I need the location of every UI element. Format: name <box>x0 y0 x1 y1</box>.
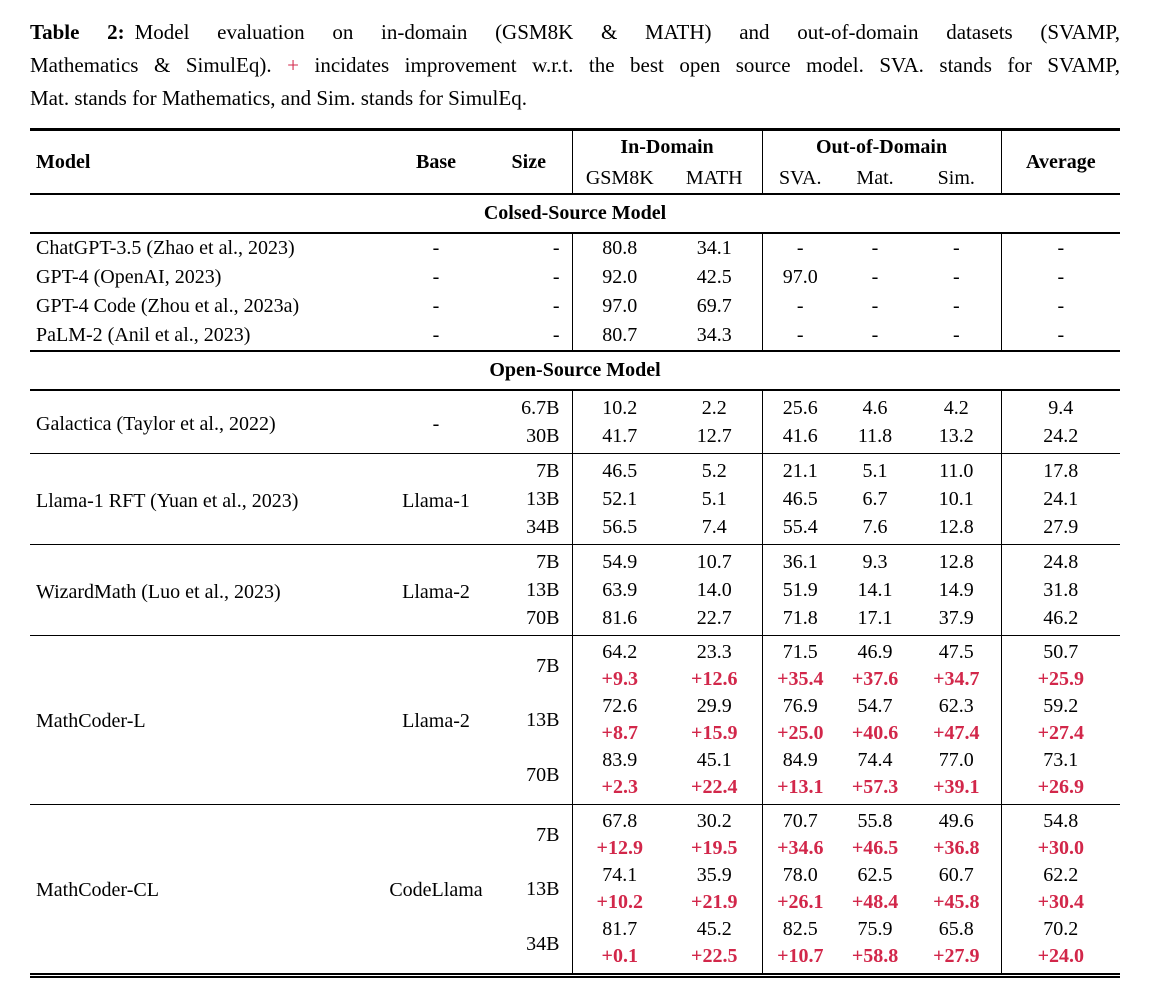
caption-line-2 <box>30 49 1120 82</box>
score-cell-average: 24.2 <box>1043 425 1079 447</box>
model-group <box>30 545 1120 636</box>
col-header-average: Average <box>1025 150 1096 173</box>
caption-text-1: Model evaluation on in-domain (GSM8K & MATH) and out-of-domain datasets (SVAMP, <box>134 20 1120 44</box>
score-cell-gsm8k: 81.6 <box>602 607 638 629</box>
size-cell: 13B <box>486 693 572 747</box>
caption-label: Table 2: <box>30 20 125 44</box>
col-header-model: Model <box>36 150 91 173</box>
size-cell: 70B <box>486 747 572 805</box>
base-cell: - <box>432 324 440 346</box>
size-cell: 34B <box>486 513 572 545</box>
score-cell-sva: 21.1 <box>782 460 818 482</box>
score-cell-gsm8k: 92.0 <box>602 266 638 288</box>
score-cell-average: - <box>1057 237 1065 259</box>
score-cell-mat: 7.6 <box>862 516 888 538</box>
base-cell: - <box>432 237 440 259</box>
score-cell-mat: 55.8 <box>857 810 893 832</box>
model-group <box>30 805 1120 976</box>
score-cell-sva: 46.5 <box>782 488 818 510</box>
model-name-cell: MathCoder-CL <box>36 879 159 901</box>
delta-cell-mat: +40.6 <box>851 722 899 744</box>
score-cell-mat: 17.1 <box>857 607 893 629</box>
score-cell-math: 35.9 <box>667 862 762 889</box>
model-group <box>30 233 1120 263</box>
size-cell: 7B <box>486 805 572 863</box>
score-cell-sim: 62.3 <box>912 693 1001 720</box>
size-cell: - <box>486 321 572 351</box>
score-cell-gsm8k: 80.7 <box>602 324 638 346</box>
model-name-cell: Galactica (Taylor et al., 2022) <box>36 412 276 435</box>
score-cell-mat: 74.4 <box>857 749 893 771</box>
size-cell: - <box>486 233 572 263</box>
score-cell-math: 45.1 <box>667 747 762 774</box>
score-cell-math: 5.2 <box>667 454 762 486</box>
score-cell-math: 2.2 <box>667 390 762 422</box>
delta-cell-average: +25.9 <box>1037 668 1084 690</box>
score-cell-sim: 47.5 <box>912 636 1001 667</box>
data-row <box>30 233 1120 263</box>
section-title: Open-Source Model <box>489 359 661 381</box>
delta-cell-gsm8k: +10.2 <box>596 891 643 913</box>
score-cell-sva: 76.9 <box>782 695 818 717</box>
delta-cell-math: +21.9 <box>667 889 762 916</box>
score-cell-sva: 51.9 <box>782 579 818 601</box>
score-cell-sim: 12.8 <box>912 513 1001 545</box>
delta-cell-sva: +10.7 <box>777 945 824 967</box>
caption-text-2a: Mathematics & SimulEq). <box>30 53 272 77</box>
score-cell-average: 59.2 <box>1043 695 1079 717</box>
delta-cell-sim: +27.9 <box>912 943 1001 976</box>
delta-cell-sva: +34.6 <box>777 837 824 859</box>
score-cell-sva: 25.6 <box>782 397 818 419</box>
score-cell-gsm8k: 64.2 <box>602 641 638 663</box>
size-cell: - <box>486 292 572 321</box>
delta-cell-sim: +47.4 <box>912 720 1001 747</box>
score-cell-gsm8k: 80.8 <box>602 237 638 259</box>
score-cell-average: 70.2 <box>1043 918 1079 940</box>
score-cell-math: 45.2 <box>667 916 762 943</box>
score-cell-average: 31.8 <box>1043 579 1079 601</box>
score-cell-gsm8k: 67.8 <box>602 810 638 832</box>
score-cell-mat: 14.1 <box>857 579 893 601</box>
col-header-sim: Sim. <box>912 164 1001 194</box>
base-cell: - <box>432 295 440 317</box>
caption-line-1 <box>30 16 1120 49</box>
section-head <box>30 194 1120 233</box>
col-header-sva: SVA. <box>779 167 822 189</box>
score-cell-gsm8k: 41.7 <box>602 425 638 447</box>
score-cell-sva: - <box>796 295 804 317</box>
size-cell: 6.7B <box>486 390 572 422</box>
size-cell: 34B <box>486 916 572 976</box>
score-cell-math: 22.7 <box>667 604 762 636</box>
delta-cell-mat: +46.5 <box>851 837 899 859</box>
score-cell-sim: - <box>912 233 1001 263</box>
data-row <box>30 292 1120 321</box>
score-cell-sim: 77.0 <box>912 747 1001 774</box>
model-name-cell: WizardMath (Luo et al., 2023) <box>36 580 281 603</box>
header-row-1 <box>30 130 1120 165</box>
delta-cell-mat: +37.6 <box>851 668 899 690</box>
size-cell: 7B <box>486 545 572 577</box>
score-cell-mat: 6.7 <box>862 488 888 510</box>
section-title: Colsed-Source Model <box>483 202 667 224</box>
model-group <box>30 390 1120 454</box>
data-row <box>30 454 1120 486</box>
base-cell: CodeLlama <box>389 879 483 901</box>
score-cell-gsm8k: 83.9 <box>602 749 638 771</box>
score-cell-gsm8k: 74.1 <box>602 864 638 886</box>
score-cell-sim: 13.2 <box>912 422 1001 454</box>
score-cell-sva: 97.0 <box>782 266 818 288</box>
delta-cell-math: +22.5 <box>667 943 762 976</box>
score-cell-average: - <box>1057 324 1065 346</box>
score-cell-average: 24.8 <box>1043 551 1079 573</box>
score-cell-gsm8k: 97.0 <box>602 295 638 317</box>
delta-cell-mat: +48.4 <box>851 891 899 913</box>
score-cell-math: 34.3 <box>667 321 762 351</box>
score-cell-average: 27.9 <box>1043 516 1079 538</box>
score-cell-math: 14.0 <box>667 576 762 604</box>
delta-cell-math: +22.4 <box>667 774 762 805</box>
col-header-mat: Mat. <box>856 167 894 189</box>
delta-cell-math: +12.6 <box>667 666 762 693</box>
delta-cell-math: +15.9 <box>667 720 762 747</box>
score-cell-math: 12.7 <box>667 422 762 454</box>
score-cell-sva: 84.9 <box>782 749 818 771</box>
score-cell-sva: 70.7 <box>782 810 818 832</box>
score-cell-sva: - <box>796 324 804 346</box>
data-row <box>30 805 1120 836</box>
col-header-math: MATH <box>667 164 762 194</box>
score-cell-average: 62.2 <box>1043 864 1079 886</box>
size-cell: 13B <box>486 862 572 916</box>
data-row <box>30 390 1120 422</box>
score-cell-sva: 71.5 <box>782 641 818 663</box>
score-cell-mat: - <box>871 237 879 259</box>
score-cell-average: 24.1 <box>1043 488 1079 510</box>
delta-cell-math: +19.5 <box>667 835 762 862</box>
delta-cell-gsm8k: +8.7 <box>601 722 638 744</box>
score-cell-mat: 54.7 <box>857 695 893 717</box>
score-cell-math: 30.2 <box>667 805 762 836</box>
score-cell-sva: 55.4 <box>782 516 818 538</box>
score-cell-gsm8k: 56.5 <box>602 516 638 538</box>
score-cell-math: 29.9 <box>667 693 762 720</box>
col-header-size: Size <box>486 130 572 195</box>
section-row <box>30 351 1120 390</box>
delta-cell-mat: +57.3 <box>851 776 899 798</box>
score-cell-mat: - <box>871 295 879 317</box>
size-cell: 13B <box>486 485 572 513</box>
score-cell-mat: 11.8 <box>857 425 893 447</box>
section-row <box>30 194 1120 233</box>
score-cell-sim: 60.7 <box>912 862 1001 889</box>
score-cell-sim: 11.0 <box>912 454 1001 486</box>
model-group <box>30 636 1120 805</box>
delta-cell-sva: +25.0 <box>777 722 824 744</box>
col-header-out-of-domain: Out-of-Domain <box>762 130 1001 165</box>
score-cell-gsm8k: 63.9 <box>602 579 638 601</box>
score-cell-math: 7.4 <box>667 513 762 545</box>
score-cell-mat: 4.6 <box>862 397 888 419</box>
delta-cell-sva: +35.4 <box>777 668 824 690</box>
score-cell-sim: - <box>912 263 1001 292</box>
col-header-gsm8k: GSM8K <box>585 167 654 189</box>
score-cell-math: 42.5 <box>667 263 762 292</box>
base-cell: Llama-1 <box>402 489 470 512</box>
size-cell: - <box>486 263 572 292</box>
data-row <box>30 636 1120 667</box>
score-cell-mat: - <box>871 324 879 346</box>
score-cell-mat: - <box>871 266 879 288</box>
model-name-cell: PaLM-2 (Anil et al., 2023) <box>36 324 251 346</box>
score-cell-average: 73.1 <box>1043 749 1079 771</box>
model-group <box>30 292 1120 321</box>
caption-plus-marker: + <box>287 53 299 77</box>
caption-text-2b: incidates improvement w.r.t. the best open source model. SVA. stands for SVAMP, <box>314 53 1121 77</box>
score-cell-math: 69.7 <box>667 292 762 321</box>
score-cell-mat: 46.9 <box>857 641 893 663</box>
delta-cell-sva: +26.1 <box>777 891 824 913</box>
score-cell-sva: 82.5 <box>782 918 818 940</box>
caption-text-3: Mat. stands for Mathematics, and Sim. stands for SimulEq. <box>30 86 527 110</box>
delta-cell-gsm8k: +2.3 <box>601 776 638 798</box>
score-cell-sim: - <box>912 321 1001 351</box>
score-cell-mat: 9.3 <box>862 551 888 573</box>
delta-cell-gsm8k: +0.1 <box>601 945 638 967</box>
col-header-base: Base <box>416 150 456 173</box>
model-name-cell: GPT-4 (OpenAI, 2023) <box>36 266 222 288</box>
model-name-cell: ChatGPT-3.5 (Zhao et al., 2023) <box>36 237 295 259</box>
base-cell: - <box>432 412 440 435</box>
score-cell-sim: 10.1 <box>912 485 1001 513</box>
score-cell-sim: 65.8 <box>912 916 1001 943</box>
section-head <box>30 351 1120 390</box>
score-cell-math: 5.1 <box>667 485 762 513</box>
delta-cell-average: +30.4 <box>1037 891 1084 913</box>
delta-cell-average: +24.0 <box>1037 945 1084 967</box>
col-header-in-domain: In-Domain <box>572 130 762 165</box>
delta-cell-sim: +39.1 <box>912 774 1001 805</box>
score-cell-gsm8k: 72.6 <box>602 695 638 717</box>
delta-cell-average: +27.4 <box>1037 722 1084 744</box>
score-cell-sva: - <box>796 237 804 259</box>
score-cell-gsm8k: 54.9 <box>602 551 638 573</box>
data-row <box>30 263 1120 292</box>
score-cell-gsm8k: 10.2 <box>602 397 638 419</box>
score-cell-math: 10.7 <box>667 545 762 577</box>
score-cell-average: 46.2 <box>1043 607 1079 629</box>
caption-line-3 <box>30 82 1120 115</box>
table-caption <box>30 16 1120 115</box>
model-name-cell: Llama-1 RFT (Yuan et al., 2023) <box>36 489 299 512</box>
delta-cell-sim: +45.8 <box>912 889 1001 916</box>
score-cell-average: - <box>1057 266 1065 288</box>
score-cell-math: 23.3 <box>667 636 762 667</box>
score-cell-sim: 12.8 <box>912 545 1001 577</box>
score-cell-sim: - <box>912 292 1001 321</box>
score-cell-sva: 41.6 <box>782 425 818 447</box>
base-cell: Llama-2 <box>402 710 470 732</box>
model-name-cell: GPT-4 Code (Zhou et al., 2023a) <box>36 295 300 317</box>
data-row <box>30 321 1120 351</box>
delta-cell-sim: +34.7 <box>912 666 1001 693</box>
size-cell: 7B <box>486 636 572 694</box>
model-group <box>30 263 1120 292</box>
score-cell-gsm8k: 52.1 <box>602 488 638 510</box>
delta-cell-gsm8k: +9.3 <box>601 668 638 690</box>
score-cell-gsm8k: 81.7 <box>602 918 638 940</box>
score-cell-mat: 5.1 <box>862 460 888 482</box>
score-cell-sva: 71.8 <box>782 607 818 629</box>
base-cell: Llama-2 <box>402 580 470 603</box>
score-cell-average: 54.8 <box>1043 810 1079 832</box>
delta-cell-average: +26.9 <box>1037 776 1084 798</box>
base-cell: - <box>432 266 440 288</box>
score-cell-sva: 36.1 <box>782 551 818 573</box>
delta-cell-sim: +36.8 <box>912 835 1001 862</box>
size-cell: 13B <box>486 576 572 604</box>
score-cell-average: 50.7 <box>1043 641 1079 663</box>
model-group <box>30 321 1120 351</box>
score-cell-average: - <box>1057 295 1065 317</box>
size-cell: 30B <box>486 422 572 454</box>
model-name-cell: MathCoder-L <box>36 710 146 732</box>
score-cell-sva: 78.0 <box>782 864 818 886</box>
data-row <box>30 545 1120 577</box>
results-table <box>30 128 1120 978</box>
score-cell-sim: 49.6 <box>912 805 1001 836</box>
score-cell-sim: 14.9 <box>912 576 1001 604</box>
score-cell-math: 34.1 <box>667 233 762 263</box>
score-cell-average: 17.8 <box>1043 460 1079 482</box>
delta-cell-mat: +58.8 <box>851 945 899 967</box>
delta-cell-gsm8k: +12.9 <box>596 837 643 859</box>
size-cell: 7B <box>486 454 572 486</box>
model-group <box>30 454 1120 545</box>
score-cell-gsm8k: 46.5 <box>602 460 638 482</box>
score-cell-sim: 37.9 <box>912 604 1001 636</box>
score-cell-sim: 4.2 <box>912 390 1001 422</box>
size-cell: 70B <box>486 604 572 636</box>
delta-cell-average: +30.0 <box>1037 837 1084 859</box>
score-cell-mat: 75.9 <box>857 918 893 940</box>
score-cell-average: 9.4 <box>1048 397 1074 419</box>
table-header <box>30 130 1120 195</box>
delta-cell-sva: +13.1 <box>777 776 824 798</box>
score-cell-mat: 62.5 <box>857 864 893 886</box>
